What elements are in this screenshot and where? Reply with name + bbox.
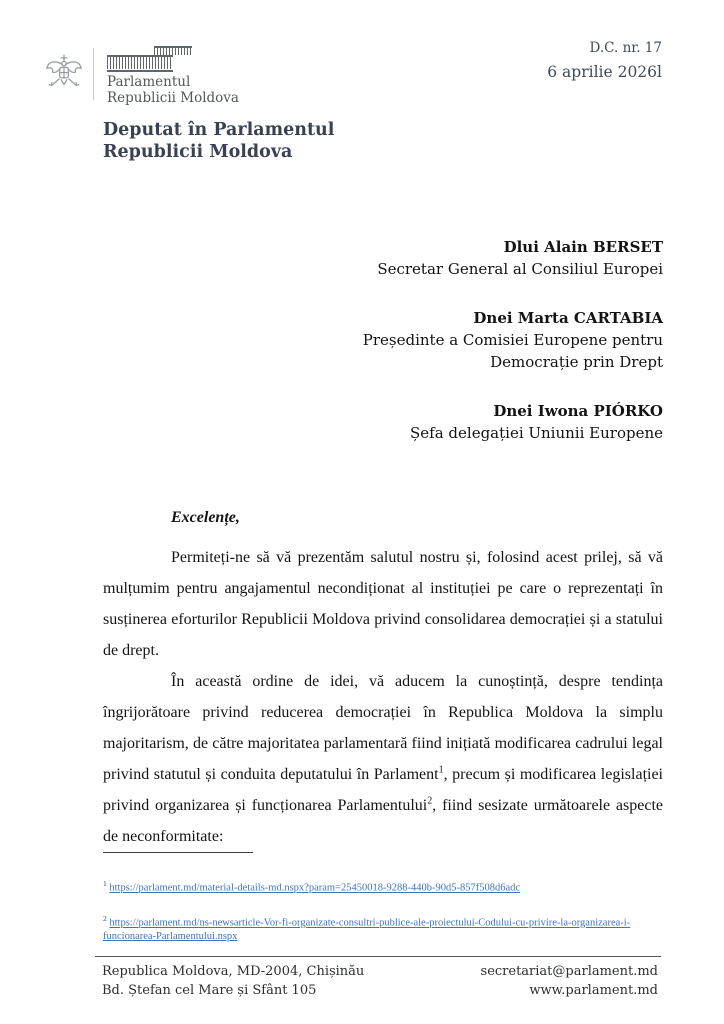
footnote-link[interactable]: https://parlament.md/ns-newsarticle-Vor-fi-organizate-consultri-publice-ale-proiectului-Codului-cu-privire-la-organizarea-i-funcionarea-Parlamentului.nspx [103, 917, 631, 942]
parliament-building-icon [107, 46, 239, 72]
page-title [103, 120, 334, 163]
letterhead-divider [93, 48, 94, 100]
paragraph-text: , precum și modificarea legislației privind organizarea și funcționarea Parlamentului [103, 766, 664, 814]
footer-website: www.parlament.md [529, 982, 658, 998]
footnotes-separator [103, 852, 253, 853]
body-paragraph-1: Permiteți-ne să vă prezentăm salutul nostru și, folosind acest prilej, să vă mulțumim pentru angajamentul necondiționat al instituției pe care o reprezentați în susținerea eforturilor Republicii Moldova privind consolidarea democrației și a statului de drept. [103, 549, 663, 659]
org-name-line2: Republicii Moldova [107, 89, 239, 106]
footer-address [102, 963, 364, 1000]
recipient-name: Dnei Iwona PIÓRKO [493, 402, 663, 420]
recipient-name: Dnei Marta CARTABIA [473, 309, 663, 327]
doc-meta [547, 40, 662, 81]
paragraph-text: În această ordine de idei, vă aducem la cunoștință, despre tendința îngrijorătoare privind reducerea democrației în Republica Moldova la simplu majoritarism, de către majoritatea parlamentară fiind inițiată modificarea cadrului legal privind statutul și conduita deputatului în Parlament [103, 673, 663, 783]
footnote-ref-1: 1 [438, 764, 444, 776]
recipient-role: Șefa delegației Uniunii Europene [410, 424, 663, 442]
recipients-list [323, 236, 663, 444]
footnote-ref-2: 2 [427, 795, 433, 807]
page-footer [95, 956, 661, 1000]
paragraph-text: , fiind sesizate următoarele aspecte de neconformitate: [103, 797, 663, 845]
footnote-1 [103, 877, 665, 895]
org-name [107, 75, 239, 106]
doc-number: D.C. nr. 17 [589, 40, 662, 56]
footer-address-line1: Republica Moldova, MD-2004, Chișinău [102, 964, 365, 979]
letterhead [45, 46, 239, 106]
letter-body [103, 502, 663, 852]
moldova-coat-of-arms-icon [45, 50, 83, 100]
footer-email: secretariat@parlament.md [480, 964, 658, 979]
footnote-marker: 2 [103, 914, 107, 923]
footer-contacts [481, 963, 658, 1000]
body-paragraph-2 [103, 666, 663, 852]
org-name-line1: Parlamentul [107, 74, 191, 90]
footnote-2 [103, 912, 665, 944]
recipient-piorko [323, 400, 663, 444]
recipient-name: Dlui Alain BERSET [503, 238, 663, 256]
footnotes [103, 852, 665, 961]
page-title-line2: Republicii Moldova [103, 141, 293, 162]
recipient-berset [323, 236, 663, 280]
footnote-marker: 1 [103, 879, 107, 888]
salutation: Excelențe, [171, 509, 240, 526]
footer-address-line2: Bd. Ștefan cel Mare și Sfânt 105 [102, 982, 317, 998]
footnote-link[interactable]: https://parlament.md/material-details-md.nspx?param=25450018-9288-440b-90d5-857f508d6adc [109, 882, 521, 894]
recipient-role: Președinte a Comisiei Europene pentru Democrație prin Drept [362, 331, 663, 371]
page-title-line1: Deputat în Parlamentul [103, 120, 335, 140]
recipient-role: Secretar General al Consiliul Europei [377, 260, 663, 278]
doc-date: 6 aprilie 2026l [547, 63, 662, 81]
recipient-cartabia [323, 307, 663, 373]
